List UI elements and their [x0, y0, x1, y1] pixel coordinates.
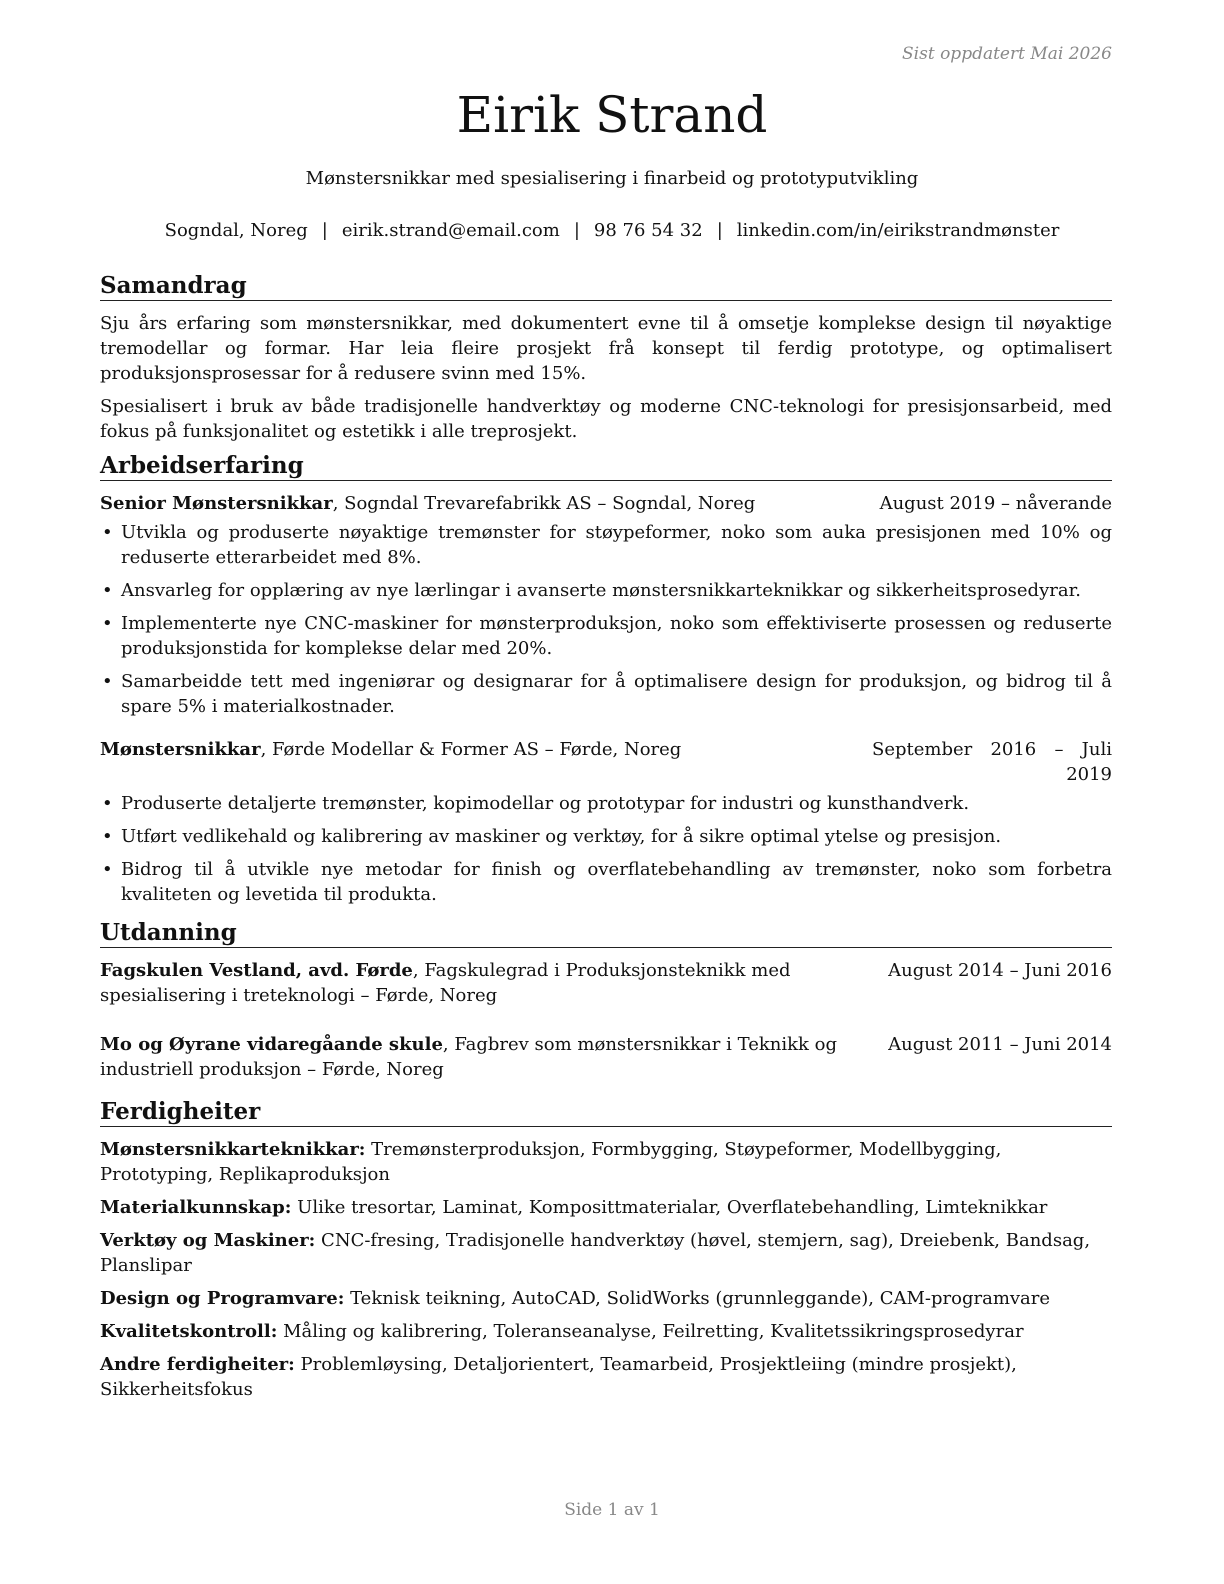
school-name: Mo og Øyrane vidaregåande skule	[100, 1034, 443, 1055]
education-title-line	[100, 1032, 888, 1082]
skill-label: Design og Programvare:	[100, 1288, 345, 1309]
job-bullets	[100, 520, 1112, 719]
job-title: Senior Mønstersnikkar	[100, 493, 333, 514]
list-item: • Utført vedlikehald og kalibrering av maskiner og verktøy, for å sikre optimal ytelse og presisjon.	[100, 824, 1112, 849]
skill-text: Problemløysing, Detaljorientert, Teamarbeid, Prosjektleiing (mindre prosjekt), Sikkerheitsfokus	[100, 1354, 1017, 1400]
job-title: Mønstersnikkar	[100, 739, 261, 760]
contact-email[interactable]: eirik.strand@email.com	[341, 220, 560, 241]
contact-location: Sogndal, Noreg	[164, 220, 308, 241]
job-header	[100, 491, 1112, 516]
education-dates: August 2014 – Juni 2016	[888, 960, 1112, 981]
contact-separator: |	[716, 220, 723, 241]
list-item: • Samarbeidde tett med ingeniørar og designarar for å optimalisere design for produksjon, og bidrog til å spare 5% i materialkostnader.	[100, 669, 1112, 719]
page-number: Side 1 av 1	[564, 1500, 660, 1520]
skill-row	[100, 1195, 1112, 1220]
job-bullets	[100, 791, 1112, 907]
skill-row	[100, 1319, 1112, 1344]
skill-text: Måling og kalibrering, Toleranseanalyse, Feilretting, Kvalitetssikringsprosedyrar	[277, 1321, 1024, 1342]
skill-label: Kvalitetskontroll:	[100, 1321, 278, 1342]
skill-label: Mønstersnikkarteknikkar:	[100, 1139, 366, 1160]
skill-text: CNC-fresing, Tradisjonelle handverktøy (høvel, stemjern, sag), Dreiebenk, Bandsag, Planslipar	[100, 1230, 1091, 1276]
job-title-line	[100, 737, 852, 787]
skill-row	[100, 1286, 1112, 1311]
contact-separator: |	[573, 220, 580, 241]
education-heading: Utdanning	[100, 919, 1112, 948]
job-employer: , Sogndal Trevarefabrikk AS – Sogndal, Noreg	[332, 493, 756, 514]
skill-row	[100, 1137, 1112, 1187]
candidate-name: Eirik Strand	[456, 86, 768, 144]
job-dates: September 2016 – Juli 2019	[872, 739, 1112, 785]
experience-heading: Arbeidserfaring	[100, 452, 1112, 481]
skill-text: Ulike tresortar, Laminat, Komposittmaterialar, Overflatebehandling, Limteknikkar	[291, 1197, 1048, 1218]
list-item: • Utvikla og produserte nøyaktige tremønster for støypeformer, noko som auka presisjonen med 10% og reduserte etterarbeidet med 8%.	[100, 520, 1112, 570]
skill-text: Teknisk teikning, AutoCAD, SolidWorks (grunnleggande), CAM-programvare	[344, 1288, 1051, 1309]
summary-section	[100, 272, 1112, 444]
contact-line	[0, 220, 1224, 241]
education-dates: August 2011 – Juni 2014	[888, 1034, 1112, 1055]
summary-paragraph: Spesialisert i bruk av både tradisjonelle handverktøy og moderne CNC-teknologi for presisjonsarbeid, med fokus på funksjonalitet og estetikk i alle treprosjekt.	[100, 396, 1112, 442]
education-item	[100, 1032, 1112, 1082]
skills-heading: Ferdigheiter	[100, 1098, 1112, 1127]
experience-section	[100, 452, 1112, 907]
contact-phone: 98 76 54 32	[593, 220, 703, 241]
skill-label: Andre ferdigheiter:	[100, 1354, 295, 1375]
education-section	[100, 919, 1112, 1082]
job-header	[100, 737, 1112, 787]
summary-heading: Samandrag	[100, 272, 1112, 301]
tagline: Mønstersnikkar med spesialisering i finarbeid og prototyputvikling	[305, 168, 919, 189]
skill-text: Tremønsterproduksjon, Formbygging, Støypeformer, Modellbygging, Prototyping, Replikaproduksjon	[100, 1139, 1002, 1185]
list-item: • Ansvarleg for opplæring av nye lærlingar i avanserte mønstersnikkarteknikkar og sikkerheitsprosedyrar.	[100, 578, 1112, 603]
school-name: Fagskulen Vestland, avd. Førde	[100, 960, 413, 981]
degree: , Fagbrev som mønstersnikkar i Teknikk og industriell produksjon – Førde, Noreg	[100, 1034, 837, 1080]
education-title-line	[100, 958, 888, 1008]
last-updated: Sist oppdatert Mai 2026	[902, 44, 1112, 64]
skills-section	[100, 1098, 1112, 1402]
resume-body	[100, 272, 1112, 1410]
contact-separator: |	[321, 220, 328, 241]
contact-linkedin[interactable]: linkedin.com/in/eirikstrandmønster	[736, 220, 1060, 241]
list-item: • Produserte detaljerte tremønster, kopimodellar og prototypar for industri og kunsthandverk.	[100, 791, 1112, 816]
job-title-line	[100, 491, 860, 516]
list-item: • Implementerte nye CNC-maskiner for mønsterproduksjon, noko som effektiviserte prosessen og reduserte produksjonstida for komplekse delar med 20%.	[100, 611, 1112, 661]
job-dates: August 2019 – nåverande	[879, 493, 1112, 514]
skill-row	[100, 1228, 1112, 1278]
skill-row	[100, 1352, 1112, 1402]
skill-label: Materialkunnskap:	[100, 1197, 292, 1218]
summary-paragraph: Sju års erfaring som mønstersnikkar, med dokumentert evne til å omsetje komplekse design til nøyaktige tremodellar og formar. Har leia fleire prosjekt frå konsept til ferdig prototype, og optimalisert produksjonsprosessar for å redusere svinn med 15%.	[100, 313, 1112, 384]
job-employer: , Førde Modellar & Former AS – Førde, Noreg	[260, 739, 682, 760]
degree: , Fagskulegrad i Produksjonsteknikk med spesialisering i treteknologi – Førde, Noreg	[100, 960, 791, 1006]
skill-label: Verktøy og Maskiner:	[100, 1230, 316, 1251]
list-item: • Bidrog til å utvikle nye metodar for finish og overflatebehandling av tremønster, noko som forbetra kvaliteten og levetida til produkta.	[100, 857, 1112, 907]
education-item	[100, 958, 1112, 1008]
